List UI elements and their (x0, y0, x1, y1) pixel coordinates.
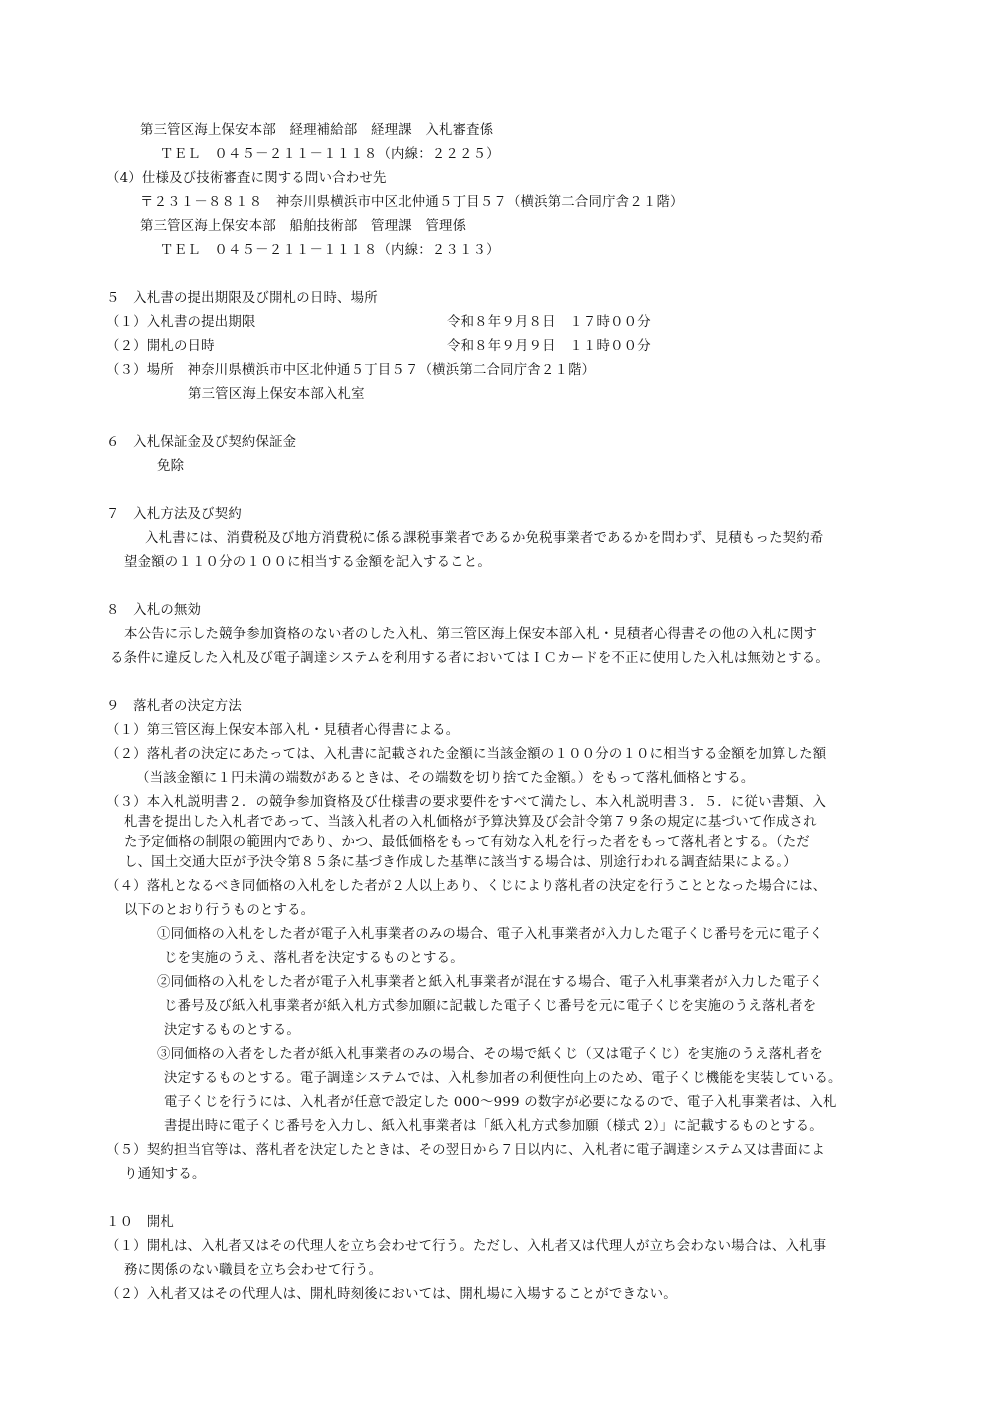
deadline-label: （１）入札書の提出期限 (106, 315, 256, 330)
section-7-heading: ７ 入札方法及び契約 (106, 507, 242, 522)
section-9-item-1: （１）第三管区海上保安本部入札・見積者心得書による。 (106, 723, 460, 738)
deadline-value: 令和８年９月８日 １７時００分 (447, 315, 651, 330)
section-5-heading: ５ 入札書の提出期限及び開札の日時、場所 (106, 291, 378, 306)
contact-tel-2: ＴＥＬ ０４５－２１１－１１１８（内線：２３１３） (160, 243, 500, 258)
lottery-rule-3-line-2: 決定するものとする。電子調達システムでは、入札参加者の利便性向上のため、電子くじ機能を実装している。 (164, 1071, 842, 1086)
opening-label: （２）開札の日時 (106, 339, 215, 354)
contact-address: 〒２３１－８８１８ 神奈川県横浜市中区北仲通５丁目５７（横浜第二合同庁舎２１階） (140, 195, 684, 210)
section-8-body-1: 本公告に示した競争参加資格のない者のした入札、第三管区海上保安本部入札・見積者心得書その他の入札に関す (124, 627, 818, 642)
section-9-item-5-line-1: （５）契約担当官等は、落札者を決定したときは、その翌日から７日以内に、入札者に電子調達システム又は書面によ (106, 1143, 825, 1158)
section-8-heading: ８ 入札の無効 (106, 603, 202, 618)
section-8-body-2: る条件に違反した入札及び電子調達システムを利用する者においてはＩＣカードを不正に使用した入札は無効とする。 (110, 651, 829, 666)
section-10-item-1-line-1: （１）開札は、入札者又はその代理人を立ち会わせて行う。ただし、入札者又は代理人が立ち会わない場合は、入札事 (106, 1239, 827, 1254)
lottery-rule-2-line-2: じ番号及び紙入札事業者が紙入札方式参加願に記載した電子くじ番号を元に電子くじを実施のうえ落札者を (164, 999, 817, 1014)
section-7-body-1: 入札書には、消費税及び地方消費税に係る課税事業者であるか免税事業者であるかを問わず、見積もった契約希 (145, 531, 824, 546)
lottery-rule-1-line-2: じを実施のうえ、落札者を決定するものとする。 (164, 951, 464, 966)
section-9-item-4-line-2: 以下のとおり行うものとする。 (124, 903, 315, 918)
lottery-rule-3-line-3: 電子くじを行うには、入札者が任意で設定した 000～999 の数字が必要になるので、電子入札事業者は、入札 (164, 1095, 837, 1110)
lottery-rule-1-line-1: ①同価格の入札をした者が電子入札事業者のみの場合、電子入札事業者が入力した電子くじ番号を元に電子く (157, 927, 823, 942)
section-9-item-3-line-4: し、国土交通大臣が予決令第８５条に基づき作成した基準に該当する場合は、別途行われる調査結果による。） (124, 855, 797, 870)
section-10-heading: １０ 開札 (106, 1215, 174, 1230)
section-5-item-3: （３）場所 神奈川県横浜市中区北仲通５丁目５７（横浜第二合同庁舎２１階） (106, 363, 596, 378)
contact-tel-1: ＴＥＬ ０４５－２１１－１１１８（内線：２２２５） (160, 147, 500, 162)
section-10-item-2: （２）入札者又はその代理人は、開札時刻後においては、開札場に入場することができない。 (106, 1287, 677, 1302)
opening-value: 令和８年９月９日 １１時００分 (447, 339, 651, 354)
section-9-item-3-line-2: 札書を提出した入札者であって、当該入札者の入札価格が予算決算及び会計令第７９条の規定に基づいて作成され (124, 815, 817, 830)
contact-office-2: 第三管区海上保安本部 船舶技術部 管理課 管理係 (140, 219, 467, 234)
section-9-item-5-line-2: り通知する。 (124, 1167, 206, 1182)
lottery-rule-3-line-4: 書提出時に電子くじ番号を入力し、紙入札事業者は「紙入札方式参加願（様式 2）」に記載するものとする。 (164, 1119, 823, 1134)
section-9-item-3-line-1: （３）本入札説明書２．の競争参加資格及び仕様書の要求要件をすべて満たし、本入札説明書３．５．に従い書類、入 (106, 795, 827, 810)
contact-office-1: 第三管区海上保安本部 経理補給部 経理課 入札審査係 (140, 123, 494, 138)
bid-room: 第三管区海上保安本部入札室 (188, 387, 365, 402)
lottery-rule-2-line-1: ②同価格の入札をした者が電子入札事業者と紙入札事業者が混在する場合、電子入札事業者が入力した電子く (157, 975, 823, 990)
section-10-item-1-line-2: 務に関係のない職員を立ち会わせて行う。 (124, 1263, 383, 1278)
lottery-rule-3-line-1: ③同価格の入者をした者が紙入札事業者のみの場合、その場で紙くじ（又は電子くじ）を実施のうえ落札者を (157, 1047, 823, 1062)
section-9-heading: ９ 落札者の決定方法 (106, 699, 242, 714)
section-9-item-2-line-1: （２）落札者の決定にあたっては、入札書に記載された金額に当該金額の１００分の１０に相当する金額を加算した額 (106, 747, 827, 762)
item-4-heading: （4）仕様及び技術審査に関する問い合わせ先 (106, 171, 387, 186)
section-9-item-3-line-3: た予定価格の制限の範囲内であり、かつ、最低価格をもって有効な入札を行った者をもって落札者とする。（ただ (124, 835, 810, 850)
section-7-body-2: 望金額の１１０分の１００に相当する金額を記入すること。 (124, 555, 491, 570)
section-9-item-4-line-1: （４）落札となるべき同価格の入札をした者が２人以上あり、くじにより落札者の決定を行うこととなった場合には、 (106, 879, 827, 894)
section-5-item-1 (106, 313, 256, 333)
section-6-heading: ６ 入札保証金及び契約保証金 (106, 435, 297, 450)
lottery-rule-2-line-3: 決定するものとする。 (164, 1023, 300, 1038)
section-6-body: 免除 (157, 459, 185, 474)
section-9-item-2-line-2: （当該金額に１円未満の端数があるときは、その端数を切り捨てた金額。）をもって落札価格とする。 (136, 771, 755, 786)
